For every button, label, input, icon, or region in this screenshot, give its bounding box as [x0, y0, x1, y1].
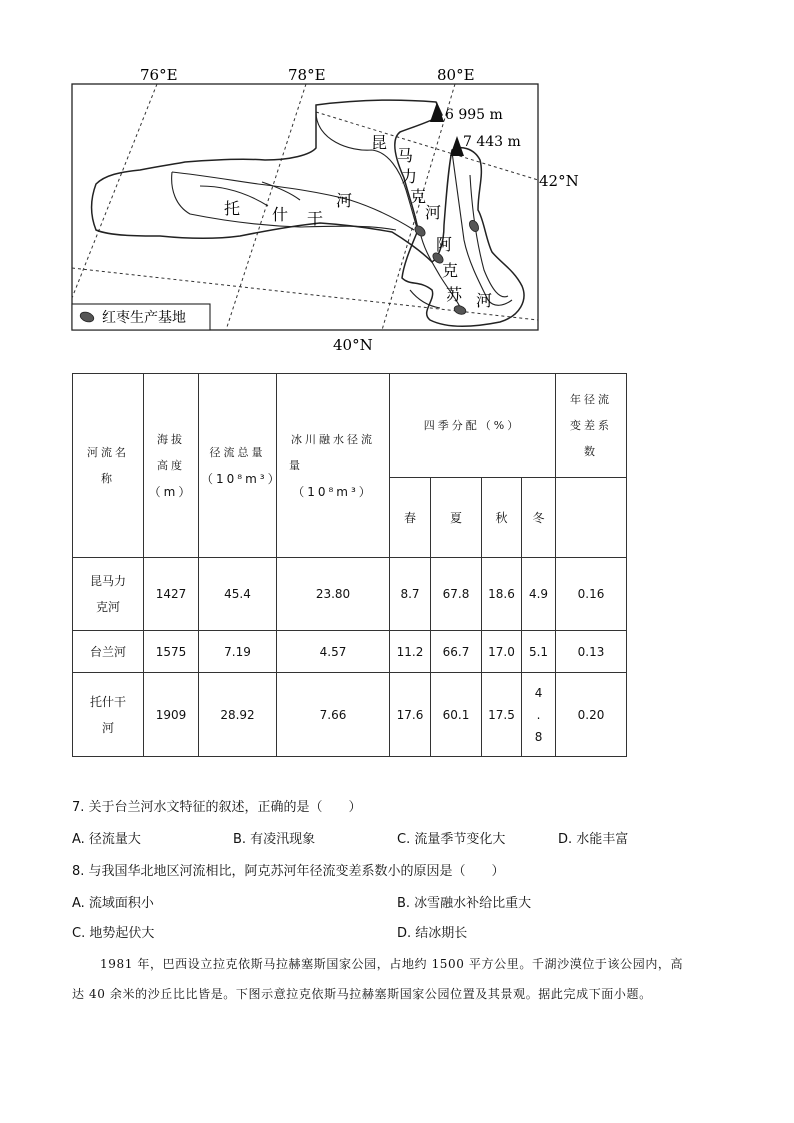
river-label-char: 什 — [272, 205, 289, 224]
river-tailan — [452, 152, 512, 305]
peak-marker-1 — [430, 102, 444, 122]
question-7-option-c: C. 流量季节变化大 — [397, 832, 506, 847]
cell-autumn: 18.6 — [482, 558, 522, 631]
cell-spring: 11.2 — [390, 631, 431, 673]
cell-spring: 17.6 — [390, 673, 431, 757]
cell-altitude: 1909 — [144, 673, 199, 757]
question-8-option-a: A. 流域面积小 — [72, 896, 154, 911]
header-autumn: 秋 — [482, 478, 522, 558]
cell-river-name: 托什干 河 — [73, 673, 144, 757]
header-cv: 年径流 变差系 数 — [556, 374, 627, 478]
header-spring: 春 — [390, 478, 431, 558]
date-base-marker — [468, 219, 481, 233]
cell-autumn: 17.0 — [482, 631, 522, 673]
tributaries — [172, 112, 512, 312]
river-label-char: 马 — [397, 146, 414, 165]
river-label-char: 干 — [307, 209, 324, 228]
cell-river-name: 昆马力 克河 — [73, 558, 144, 631]
header-glacier-runoff: 冰川融水径流 量 （10⁸m³） — [277, 374, 390, 558]
cell-altitude: 1427 — [144, 558, 199, 631]
lat-label: 42°N — [539, 172, 579, 190]
cell-glacier: 23.80 — [277, 558, 390, 631]
peak-label: 6 995 m — [445, 107, 503, 123]
cell-cv: 0.20 — [556, 673, 627, 757]
cell-glacier: 7.66 — [277, 673, 390, 757]
river-label-char: 阿 — [436, 235, 453, 254]
river-label-char: 河 — [336, 191, 353, 210]
header-cv-blank — [556, 478, 627, 558]
cell-total: 45.4 — [199, 558, 277, 631]
cell-river-name: 台兰河 — [73, 631, 144, 673]
passage-line: 1981 年，巴西设立拉克依斯马拉赫塞斯国家公园，占地约 1500 平方公里。千湖沙漠位于该公园内，高 — [100, 957, 684, 971]
river-data-table — [72, 373, 627, 757]
header-runoff-total: 径流总量 （10⁸m³） — [199, 374, 277, 558]
river-label-char: 托 — [224, 199, 241, 218]
cell-cv: 0.16 — [556, 558, 627, 631]
cell-total: 7.19 — [199, 631, 277, 673]
legend-label: 红枣生产基地 — [102, 310, 186, 326]
peak-marker-2 — [450, 136, 464, 156]
river-label-char: 克 — [442, 261, 459, 280]
question-7-option-b: B. 有凌汛现象 — [233, 832, 316, 847]
passage-line: 达 40 余米的沙丘比比皆是。下图示意拉克依斯马拉赫塞斯国家公园位置及其景观。据此完成下面小题。 — [72, 987, 652, 1001]
question-7-stem: 7. 关于台兰河水文特征的叙述，正确的是（ ） — [72, 800, 362, 815]
cell-autumn: 17.5 — [482, 673, 522, 757]
lon-label: 76°E — [140, 66, 178, 84]
question-7-option-d: D. 水能丰富 — [558, 832, 629, 847]
meridian-76 — [72, 84, 157, 298]
cell-summer: 66.7 — [431, 631, 482, 673]
question-8-option-d: D. 结冰期长 — [397, 926, 468, 941]
river-label-char: 河 — [425, 203, 442, 222]
river-tuoshigan-main — [172, 172, 414, 230]
tributary-d — [410, 290, 440, 308]
header-season-distribution: 四季分配（%） — [390, 374, 556, 478]
river-label-char: 苏 — [446, 285, 463, 304]
cell-total: 28.92 — [199, 673, 277, 757]
map-svg — [0, 0, 794, 360]
question-8-option-c: C. 地势起伏大 — [72, 926, 155, 941]
cell-glacier: 4.57 — [277, 631, 390, 673]
table-row — [73, 558, 627, 631]
lat-label: 40°N — [333, 336, 373, 354]
lon-label: 78°E — [288, 66, 326, 84]
question-8-option-b: B. 冰雪融水补给比重大 — [397, 896, 532, 911]
header-altitude: 海拔 高度 （m） — [144, 374, 199, 558]
lon-label: 80°E — [437, 66, 475, 84]
peak-label: 7 443 m — [463, 134, 521, 150]
tributary-c — [470, 175, 508, 297]
cell-winter: 4.9 — [522, 558, 556, 631]
cell-winter: 4 . 8 — [522, 673, 556, 757]
question-7-option-a: A. 径流量大 — [72, 832, 141, 847]
header-river-name: 河流名 称 — [73, 374, 144, 558]
cell-winter: 5.1 — [522, 631, 556, 673]
map-figure — [0, 0, 794, 360]
river-label-char: 昆 — [371, 133, 388, 152]
river-label-char: 克 — [410, 187, 427, 206]
cell-cv: 0.13 — [556, 631, 627, 673]
cell-summer: 67.8 — [431, 558, 482, 631]
question-8-stem: 8. 与我国华北地区河流相比，阿克苏河年径流变差系数小的原因是（ ） — [72, 864, 505, 879]
header-winter: 冬 — [522, 478, 556, 558]
cell-altitude: 1575 — [144, 631, 199, 673]
cell-summer: 60.1 — [431, 673, 482, 757]
table-row — [73, 631, 627, 673]
table-row — [73, 673, 627, 757]
header-summer: 夏 — [431, 478, 482, 558]
cell-spring: 8.7 — [390, 558, 431, 631]
date-base-marker — [453, 304, 467, 316]
river-label-char: 河 — [476, 291, 493, 310]
river-label-char: 力 — [401, 167, 418, 186]
